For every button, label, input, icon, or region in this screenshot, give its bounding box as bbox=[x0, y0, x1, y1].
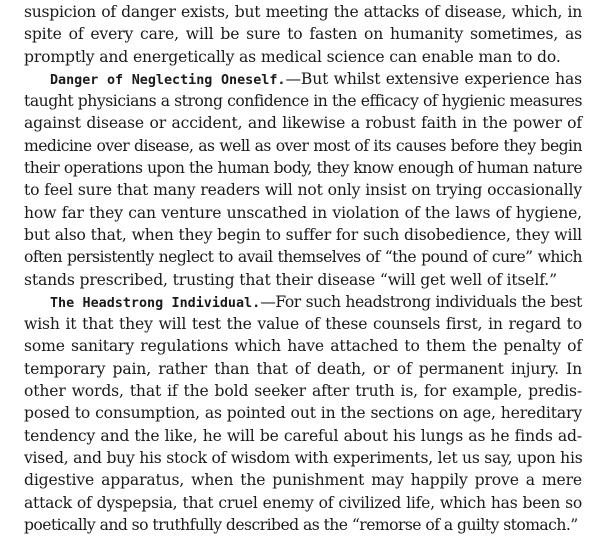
text-line: suspicion of danger exists, but meeting the attacks of disease, which, in bbox=[24, 3, 582, 21]
text-line: to feel sure that many readers will not only insist on trying occasionally bbox=[24, 181, 582, 200]
text-line: digestive apparatus, when the punishment may happily prove a mere bbox=[24, 471, 582, 490]
text-line: tendency and the like, he will be careful about his lungs as he finds ad- bbox=[24, 426, 582, 445]
text-run: —For such headstrong individuals the best bbox=[260, 292, 582, 311]
text-line: some sanitary regulations which have attached to them the penalty of bbox=[24, 337, 582, 356]
section-heading: Danger of Neglecting Oneself. bbox=[50, 72, 286, 88]
text-run: —But whilst extensive experience has bbox=[285, 69, 582, 88]
text-line: temporary pain, rather than that of death, or of permanent injury. In bbox=[24, 359, 582, 378]
section-danger-of-neglecting-oneself bbox=[24, 68, 582, 291]
text-line: taught physicians a strong confidence in the efficacy of hygienic measures bbox=[24, 92, 582, 111]
section-the-headstrong-individual bbox=[24, 291, 582, 536]
text-line: promptly and energetically as medical science can enable man to do. bbox=[24, 47, 561, 66]
text-line: how far they can venture unscathed in violation of the laws of hygiene, bbox=[24, 203, 582, 222]
text-line: but also that, when they begin to suffer for such disobedience, they will bbox=[24, 225, 582, 244]
text-line: poetically and so truthfully described as the “remorse of a guilty stomach.” bbox=[24, 515, 578, 534]
text-line: their operations upon the human body, they know enough of human nature bbox=[24, 159, 582, 178]
section-first-line bbox=[24, 68, 582, 90]
text-line: stands prescribed, trusting that their disease “will get well of itself.” bbox=[24, 270, 557, 289]
text-line: against disease or accident, and likewise a robust faith in the power of bbox=[24, 114, 582, 133]
text-line: medicine over disease, as well as over most of its causes before they begin bbox=[24, 136, 582, 155]
text-line: posed to consumption, as pointed out in the sections on age, hereditary bbox=[24, 404, 582, 423]
paragraph-continuation bbox=[24, 1, 582, 68]
text-line: other words, that if the bold seeker after truth is, for example, predis- bbox=[24, 382, 582, 401]
text-line: vised, and buy his stock of wisdom with experiments, let us say, upon his bbox=[24, 448, 583, 467]
text-line: wish it that they will test the value of these counsels first, in regard to bbox=[24, 315, 582, 334]
section-heading: The Headstrong Individual. bbox=[50, 295, 261, 311]
section-first-line bbox=[24, 291, 582, 313]
text-line: attack of dyspepsia, that cruel enemy of civilized life, which has been so bbox=[24, 493, 582, 512]
text-line: often persistently neglect to avail themselves of “the pound of cure” which bbox=[24, 248, 582, 267]
text-line: spite of every care, will be sure to fasten on humanity sometimes, as bbox=[24, 25, 582, 44]
